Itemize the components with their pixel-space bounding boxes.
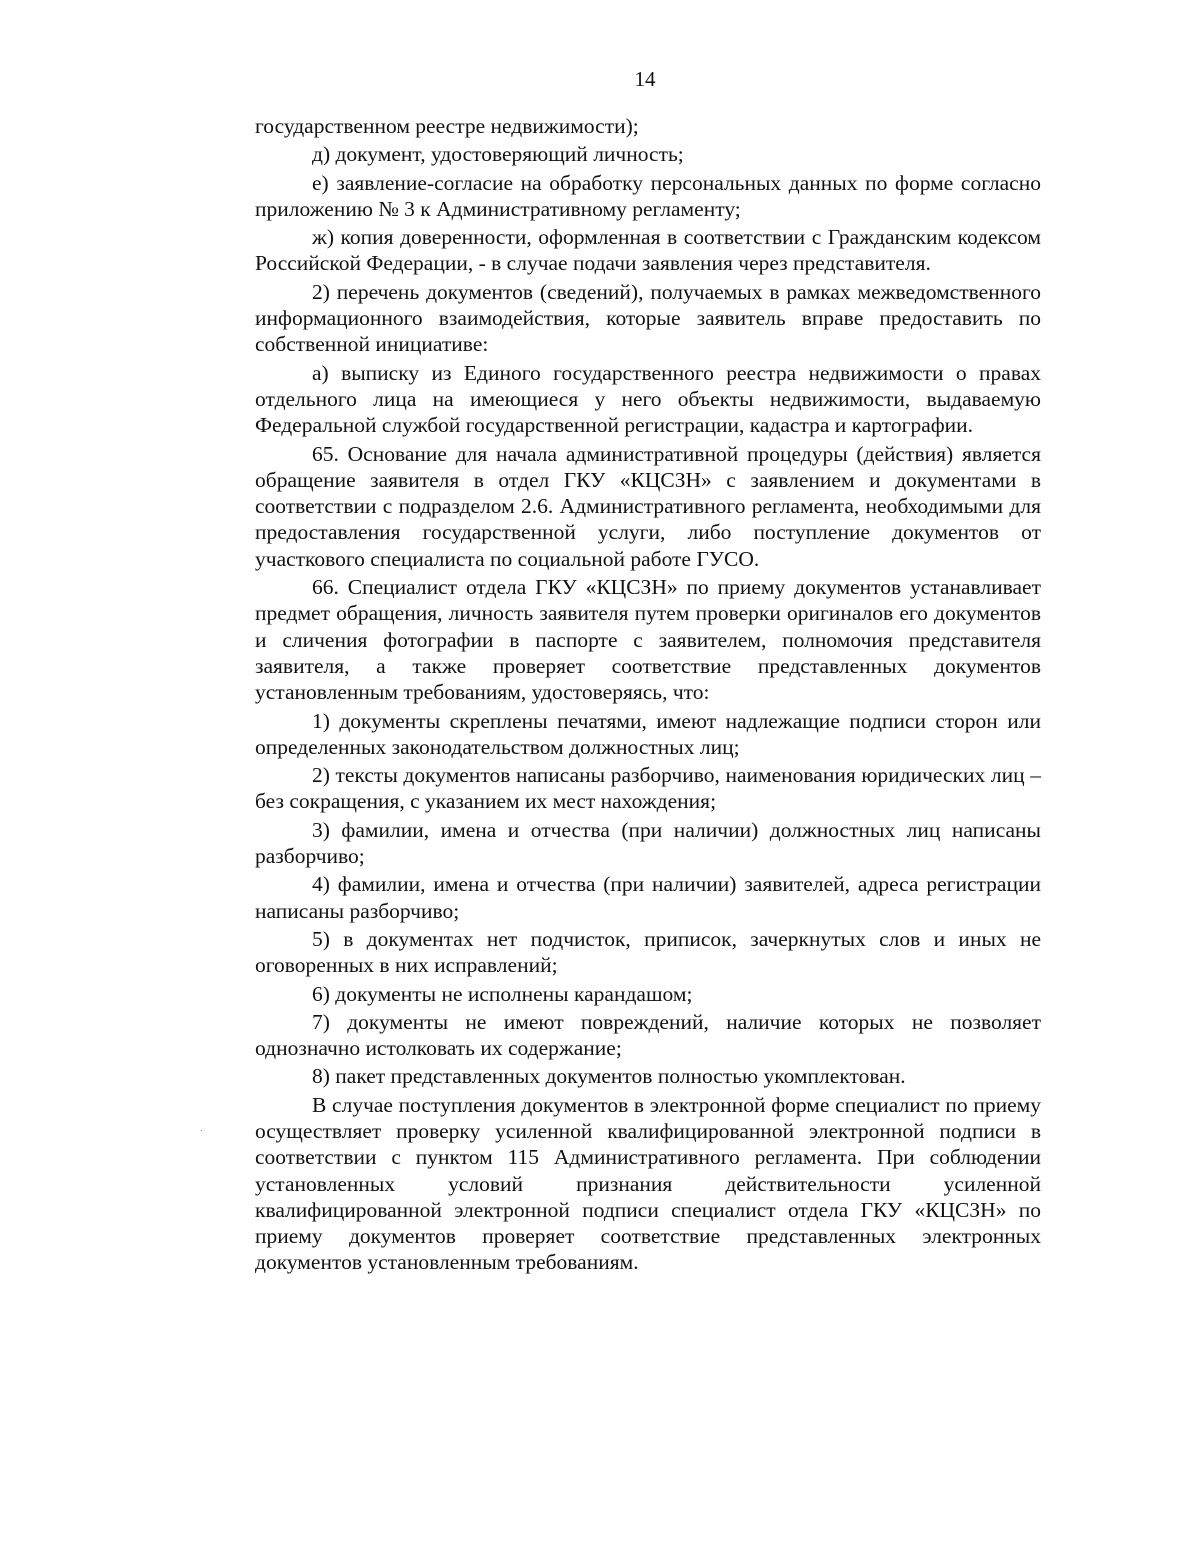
paragraph-check-7: 7) документы не имеют повреждений, наличие которых не позволяет однозначно истолковать их содержание; [255,1009,1041,1061]
paragraph-item-a: а) выписку из Единого государственного реестра недвижимости о правах отдельного лица на имеющиеся у него объекты недвижимости, выдаваемую Федеральной службой государственной регистрации, кадастра и картографии. [255,360,1041,438]
paragraph-list-2: 2) перечень документов (сведений), получаемых в рамках межведомственного информационного взаимодействия, которые заявитель вправе предоставить по собственной инициативе: [255,279,1041,357]
paragraph-item-zh: ж) копия доверенности, оформленная в соответствии с Гражданским кодексом Российской Федерации, - в случае подачи заявления через представителя. [255,225,1041,276]
paragraph-check-3: 3) фамилии, имена и отчества (при наличии) должностных лиц написаны разборчиво; [255,817,1041,869]
paragraph-continuation: государственном реестре недвижимости); [255,114,639,138]
page-number: 14 [634,67,656,91]
document-body [255,113,1041,1276]
paragraph-check-1: 1) документы скреплены печатями, имеют надлежащие подписи сторон или определенных законодательством должностных лиц; [255,708,1041,759]
paragraph-check-2: 2) тексты документов написаны разборчиво, наименования юридических лиц – без сокращения, с указанием их мест нахождения; [255,763,1041,814]
paragraph-check-8: 8) пакет представленных документов полностью укомплектован. [312,1064,906,1089]
paragraph-66: 66. Специалист отдела ГКУ «КЦСЗН» по приему документов устанавливает предмет обращения, личность заявителя путем проверки оригиналов его документов и сличения фотографии в паспорте с заявителем, полномочия представителя заявителя, а также проверяет соответствие представленных документов установленным требованиям, удостоверяясь, что: [255,575,1041,705]
paragraph-item-e: е) заявление-согласие на обработку персональных данных по форме согласно приложению № 3 к Административному регламенту; [255,170,1041,221]
paragraph-check-5: 5) в документах нет подчисток, приписок, зачеркнутых слов и иных не оговоренных в них исправлений; [255,926,1041,978]
margin-mark [201,1130,202,1131]
paragraph-65: 65. Основание для начала административной процедуры (действия) является обращение заявителя в отдел ГКУ «КЦСЗН» с заявлением и документами в соответствии с подразделом 2.6. Административного регламента, необходимыми для предоставления государственной услуги, либо поступление документов от участкового специалиста по социальной работе ГУСО. [255,441,1041,571]
paragraph-item-d: д) документ, удостоверяющий личность; [312,142,684,167]
paragraph-electronic-form: В случае поступления документов в электронной форме специалист по приему осуществляет проверку усиленной квалифицированной электронной подписи в соответствии с пунктом 115 Административного регламента. При соблюдении установленных условий признания действительности усиленной квалифицированной электронной подписи специалист отдела ГКУ «КЦСЗН» по приему документов проверяет соответствие представленных электронных документов установленным требованиям. [255,1092,1041,1275]
paragraph-check-6: 6) документы не исполнены карандашом; [312,981,693,1006]
paragraph-check-4: 4) фамилии, имена и отчества (при наличии) заявителей, адреса регистрации написаны разборчиво; [255,872,1041,923]
